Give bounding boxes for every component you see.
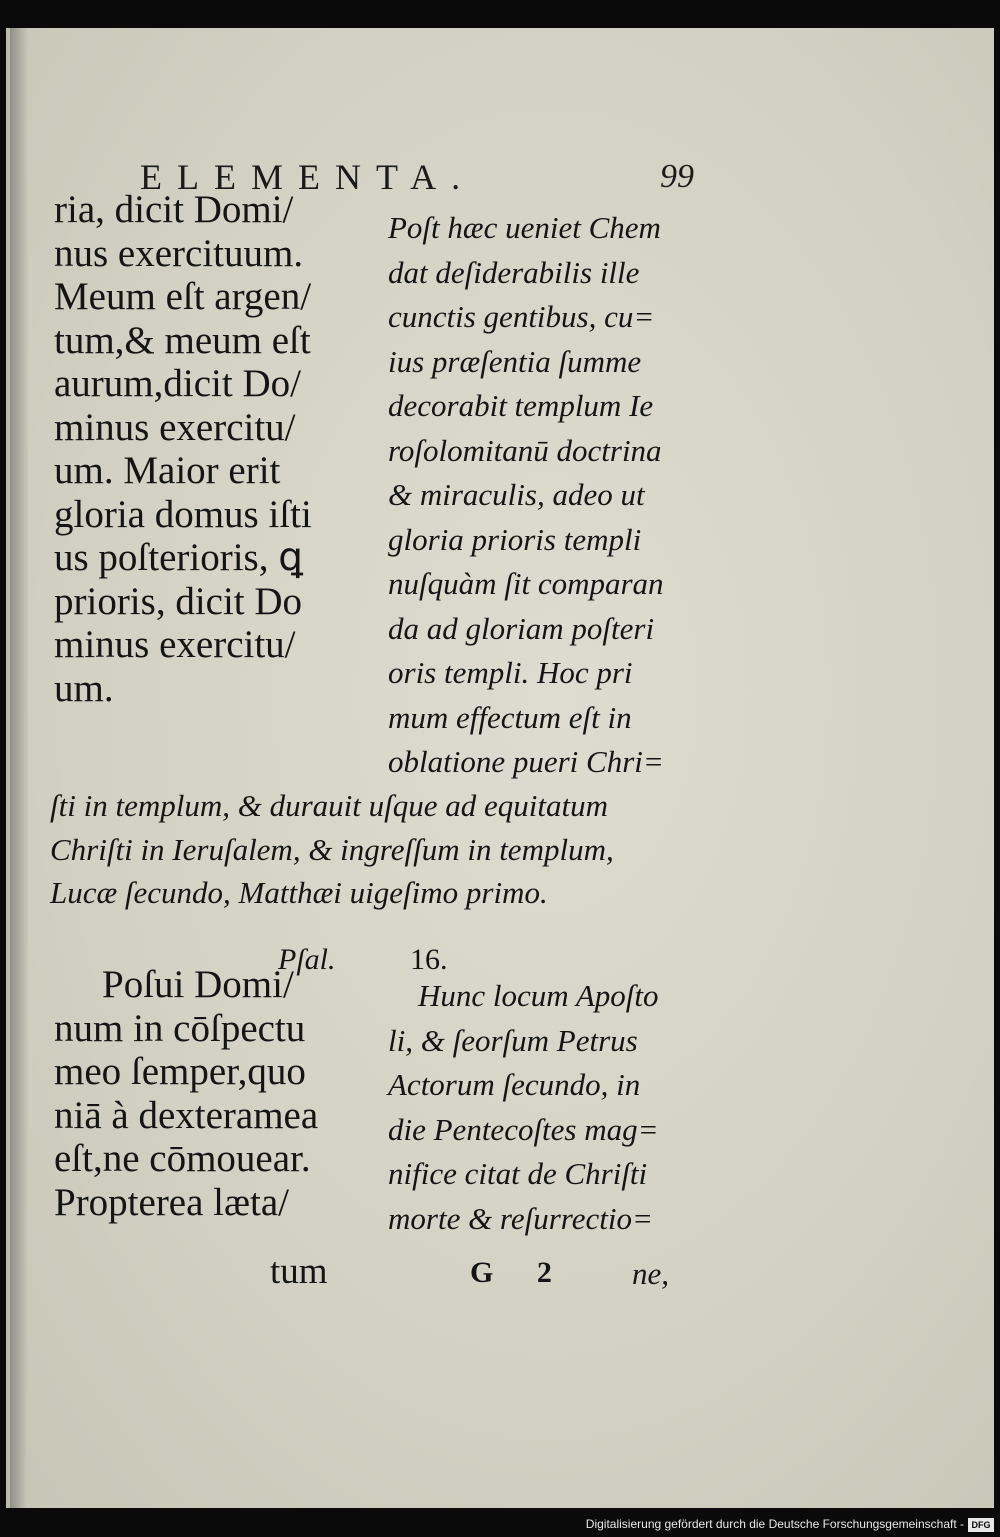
commentary-line: dat deſiderabilis ille [388,254,640,290]
commentary-continuation [50,784,710,915]
scripture-line: um. Maior erit [54,449,281,492]
commentary-line: morte & reſurrectio= [388,1200,653,1236]
scripture-line: gloria domus iſti [54,492,312,536]
commentary-line: Lucæ ſecundo, Matthæi uigeſimo primo. [50,875,548,910]
page-gutter [10,28,28,1508]
scripture-line: prioris, dicit Do [54,579,303,623]
scripture-line: aurum,dicit Do/ [54,362,301,405]
psalm-label: Pſal. [278,943,336,976]
scripture-line: minus exercitu/ [54,405,296,449]
commentary-line: nuſquàm ſit comparan [388,566,664,601]
scripture-line: num in cōſpectu [54,1006,306,1050]
scripture-line: Meum eſt argen/ [54,275,312,318]
commentary-line: Actorum ſecundo, in [388,1067,641,1102]
commentary-line: roſolomitanū doctrina [388,432,662,468]
commentary-line: mum effectum eſt in [388,699,632,735]
signature-mark: G 2 [470,1256,570,1289]
commentary-column-1 [388,206,698,785]
commentary-line: Chriſti in Ieruſalem, & ingreſſum in templum, [50,831,614,867]
scripture-line: minus exercitu/ [54,623,296,666]
catchword-left: tum [270,1251,328,1292]
commentary-line: cunctis gentibus, cu= [388,299,655,334]
commentary-line: li, & ſeorſum Petrus [388,1022,638,1058]
scripture-line: meo ſemper,quo [54,1050,306,1093]
catchword-right: ne, [632,1256,670,1291]
scripture-line: us poſterioris, ꝗ [54,536,303,579]
scripture-line: nus exercituum. [54,231,304,275]
dfg-logo: DFG [968,1518,994,1532]
commentary-line: Hunc locum Apoſto [418,978,659,1013]
commentary-line: decorabit templum Ie [388,388,654,423]
commentary-line: die Pentecoſtes mag= [388,1111,659,1147]
commentary-line: da ad gloriam poſteri [388,610,655,646]
commentary-column-2 [388,974,698,1241]
scripture-column-1 [54,188,364,710]
commentary-line: & miraculis, adeo ut [388,477,645,512]
scripture-line: tum,& meum eſt [54,318,311,362]
footer-bar [0,1509,1000,1537]
book-page [6,28,994,1508]
scripture-line: ria, dicit Domi/ [54,188,294,231]
running-head: ELEMENTA. [140,157,476,197]
commentary-line: nifice citat de Chriſti [388,1156,648,1191]
psalm-number: 16. [410,943,448,976]
commentary-line: ſti in templum, & durauit uſque ad equitatum [50,788,608,823]
page-number: 99 [660,158,694,195]
scripture-line: um. [54,666,114,710]
commentary-line: oris templi. Hoc pri [388,655,633,690]
scripture-line: niā à dexteramea [54,1093,319,1137]
commentary-line: oblatione pueri Chri= [388,744,664,779]
scripture-column-2 [54,963,364,1224]
commentary-line: gloria prioris templi [388,521,642,557]
commentary-line: Poſt hæc ueniet Chem [388,210,661,245]
scripture-line: Poſui Domi/ [102,963,294,1006]
digitization-credit: Digitalisierung gefördert durch die Deutsche Forschungsgemeinschaft - [585,1517,964,1531]
commentary-line: ius præſentia ſumme [388,343,642,379]
scripture-line: eſt,ne cōmouear. [54,1137,311,1180]
scripture-line: Propterea læta/ [54,1180,290,1224]
